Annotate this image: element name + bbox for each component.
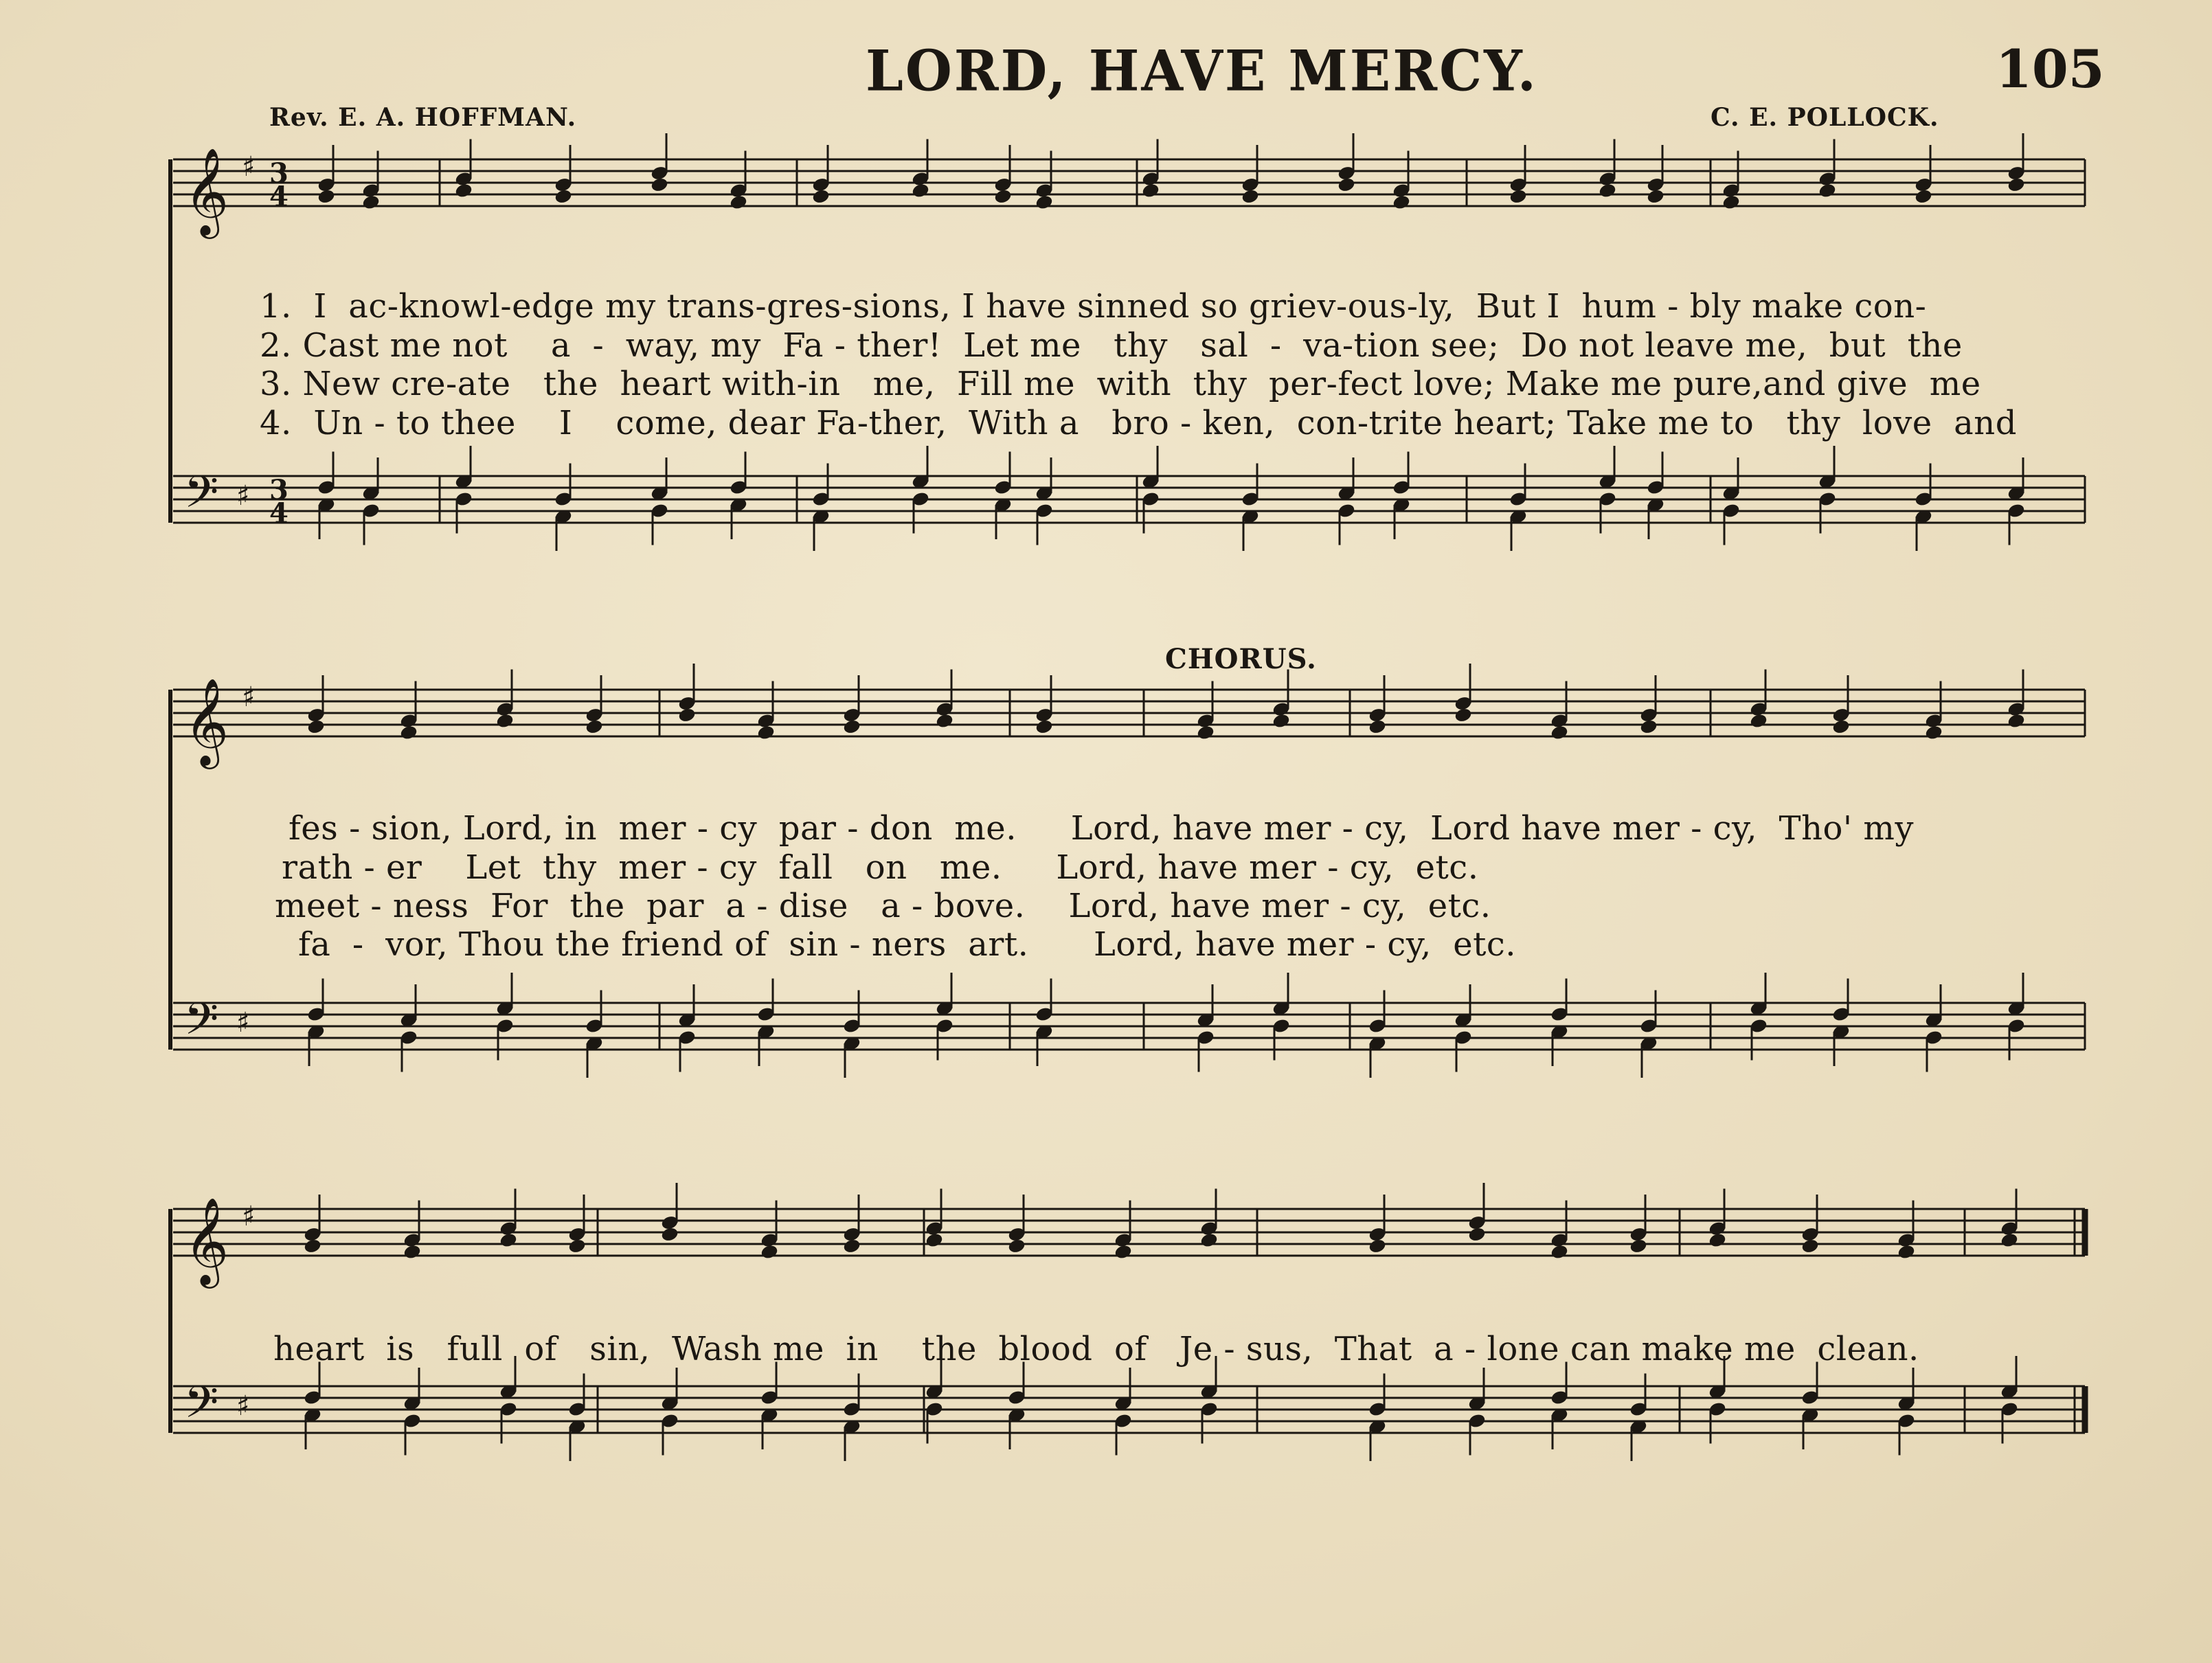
verse-2-line-2: rath - er Let thy mer - cy fall on me. Lord, have mer - cy, etc. <box>282 848 1479 887</box>
page-number: 105 <box>1996 38 2105 100</box>
note-head <box>554 189 572 205</box>
note-head <box>1368 719 1386 735</box>
note-head <box>1550 1244 1568 1260</box>
note-head <box>1142 183 1160 199</box>
note-head <box>2000 1232 2018 1248</box>
time-signature-bottom: 4 <box>269 497 289 530</box>
note-head <box>1468 1227 1486 1243</box>
note-head <box>403 1244 421 1260</box>
note-head <box>843 719 861 735</box>
note-head <box>1599 183 1616 199</box>
key-signature-sharp: ♯ <box>236 1007 250 1039</box>
composer-credit: C. E. POLLOCK. <box>1711 103 1939 132</box>
time-signature-bottom: 4 <box>269 181 289 213</box>
verse-4-line-1: 4. Un - to thee I come, dear Fa-ther, With a bro - ken, con-trite heart; Take me to thy love and <box>260 404 2017 442</box>
note-head <box>1640 719 1658 735</box>
verse-3-line-1: 3. New cre-ate the heart with-in me, Fill me with thy per-fect love; Make me pure,and give me <box>260 365 1981 403</box>
note-head <box>994 189 1012 205</box>
note-head <box>1509 189 1527 205</box>
key-signature-sharp: ♯ <box>236 480 250 512</box>
note-head <box>455 183 473 199</box>
note-head <box>496 713 514 729</box>
note-head <box>1197 725 1215 740</box>
chorus-label: CHORUS. <box>1165 643 1317 675</box>
note-head <box>362 194 380 210</box>
note-head <box>661 1227 679 1243</box>
note-head <box>1550 725 1568 740</box>
note-head <box>678 708 696 723</box>
key-signature-sharp: ♯ <box>242 681 256 713</box>
bass-clef: 𝄢 <box>184 467 219 529</box>
note-head <box>307 719 325 735</box>
note-head <box>1629 1238 1647 1254</box>
note-head <box>760 1244 778 1260</box>
note-head <box>1897 1244 1915 1260</box>
note-head <box>1750 713 1768 729</box>
note-head <box>2007 713 2025 729</box>
note-head <box>925 1232 943 1248</box>
note-head <box>1035 719 1053 735</box>
note-head <box>1708 1232 1726 1248</box>
note-head <box>400 725 418 740</box>
note-head <box>1722 194 1740 210</box>
note-head <box>1801 1238 1819 1254</box>
note-head <box>317 189 335 205</box>
key-signature-sharp: ♯ <box>236 1390 250 1422</box>
treble-clef: 𝄞 <box>184 677 229 765</box>
note-head <box>843 1238 861 1254</box>
note-head <box>2007 177 2025 193</box>
note-head <box>1832 719 1850 735</box>
verse-3-line-2: meet - ness For the par a - dise a - bove. Lord, have mer - cy, etc. <box>275 887 1491 925</box>
note-head <box>1392 194 1410 210</box>
verse-1-line-1: 1. I ac-knowl-edge my trans-gres-sions, I have sinned so griev-ous-ly, But I hum - bly make con- <box>260 287 1927 326</box>
note-head <box>812 189 830 205</box>
note-head <box>1925 725 1943 740</box>
note-head <box>1241 189 1259 205</box>
note-head <box>1200 1232 1218 1248</box>
note-head <box>1338 177 1355 193</box>
treble-clef: 𝄞 <box>184 147 229 235</box>
note-head <box>304 1238 321 1254</box>
key-signature-sharp: ♯ <box>242 151 256 183</box>
note-head <box>912 183 929 199</box>
note-head <box>1915 189 1932 205</box>
note-head <box>568 1238 586 1254</box>
note-head <box>1818 183 1836 199</box>
note-head <box>499 1232 517 1248</box>
note-head <box>757 725 775 740</box>
time-signature-top: 3 <box>269 157 289 190</box>
bass-clef: 𝄢 <box>184 994 219 1056</box>
note-head <box>936 713 953 729</box>
note-head <box>1272 713 1290 729</box>
treble-clef: 𝄞 <box>184 1197 229 1285</box>
note-head <box>1008 1238 1026 1254</box>
bass-clef: 𝄢 <box>184 1377 219 1439</box>
note-head <box>1454 708 1472 723</box>
hymn-title: LORD, HAVE MERCY. <box>866 38 1538 104</box>
verse-4-line-2: fa - vor, Thou the friend of sin - ners art. Lord, have mer - cy, etc. <box>298 925 1517 964</box>
verse-1-line-2: fes - sion, Lord, in mer - cy par - don me. Lord, have mer - cy, Lord have mer - cy, Tho' my <box>289 809 1914 848</box>
time-signature-top: 3 <box>269 474 289 506</box>
lyricist-credit: Rev. E. A. HOFFMAN. <box>269 103 577 132</box>
note-head <box>1114 1244 1132 1260</box>
verse-2-line-1: 2. Cast me not a - way, my Fa - ther! Let me thy sal - va-tion see; Do not leave me, but the <box>260 326 1963 365</box>
chorus-line-3: heart is full of sin, Wash me in the blood of Je - sus, That a - lone can make me clean. <box>273 1330 1919 1368</box>
key-signature-sharp: ♯ <box>242 1201 256 1232</box>
note-head <box>1368 1238 1386 1254</box>
note-head <box>1647 189 1664 205</box>
note-head <box>651 177 668 193</box>
note-head <box>730 194 747 210</box>
note-head <box>585 719 603 735</box>
note-head <box>1035 194 1053 210</box>
